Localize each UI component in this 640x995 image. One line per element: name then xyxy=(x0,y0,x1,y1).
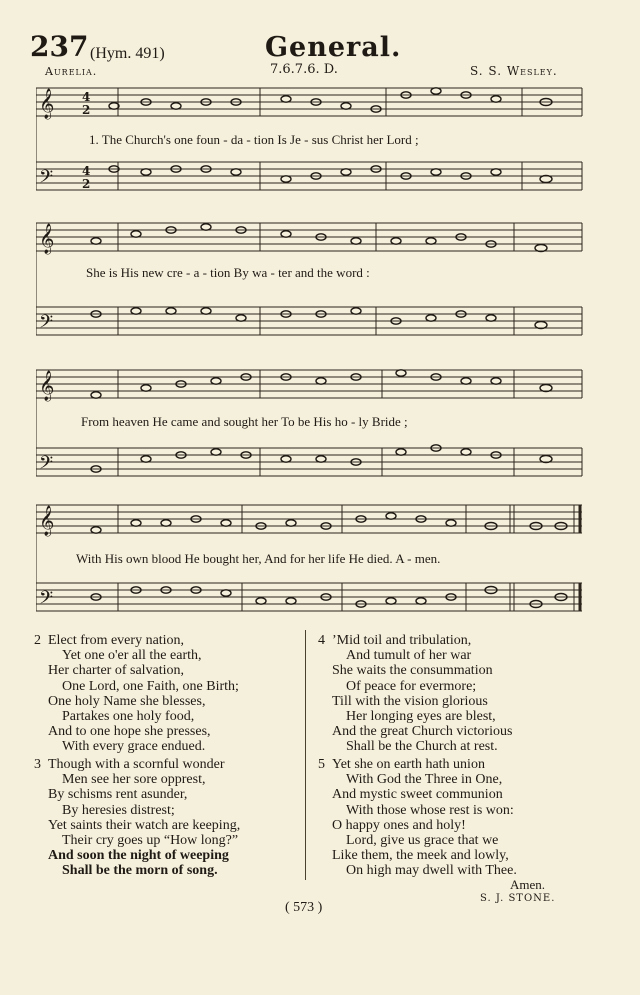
verse-line: Of peace for evermore; xyxy=(346,678,477,694)
svg-text:𝄢: 𝄢 xyxy=(39,167,54,192)
verse-line: One holy Name she blesses, xyxy=(48,693,206,709)
verse-line: Yet saints their watch are keeping, xyxy=(48,817,241,833)
verse-line: And to one hope she presses, xyxy=(48,724,211,740)
verse-line: Shall be the morn of song. xyxy=(62,863,218,879)
verse-4 xyxy=(318,633,513,755)
verse-line: Yet she on earth hath union xyxy=(332,757,485,772)
verse-line: And the great Church victorious xyxy=(332,724,513,740)
verse-line: With every grace endued. xyxy=(62,739,206,755)
verse-2 xyxy=(34,633,239,755)
verse-line: Lord, give us grace that we xyxy=(346,833,499,849)
verse-line: And mystic sweet communion xyxy=(332,787,503,803)
verse-line: She waits the consummation xyxy=(332,663,493,679)
page-number: ( 573 ) xyxy=(285,900,323,915)
verse-line: Shall be the Church at rest. xyxy=(346,739,498,755)
section-title: General. xyxy=(265,32,402,63)
svg-text:𝄞: 𝄞 xyxy=(39,224,55,254)
hymn-number: 237 xyxy=(30,30,89,63)
meter: 7.6.7.6. D. xyxy=(270,62,338,77)
verse-line: One Lord, one Faith, one Birth; xyxy=(62,678,239,694)
svg-text:𝄞: 𝄞 xyxy=(39,89,55,119)
verse-line: Their cry goes up “How long?” xyxy=(62,833,239,849)
verse-line: Her charter of salvation, xyxy=(48,663,185,679)
music-system-3 xyxy=(36,358,584,488)
svg-text:𝄞: 𝄞 xyxy=(39,371,55,401)
composer: S. S. Wesley. xyxy=(470,64,558,78)
verse-line: Partakes one holy food, xyxy=(62,709,195,725)
verse-line: And soon the night of weeping xyxy=(48,848,229,864)
verse-line: Till with the vision glorious xyxy=(332,693,488,709)
hymn-reference: (Hym. 491) xyxy=(90,45,165,62)
music-system-4 xyxy=(36,495,584,625)
svg-text:2: 2 xyxy=(82,103,91,117)
verse-line: Elect from every nation, xyxy=(48,633,185,648)
verse-line: With God the Three in One, xyxy=(346,772,503,788)
verse-line: By heresies distrest; xyxy=(62,802,175,818)
verse-line: Her longing eyes are blest, xyxy=(346,709,496,725)
amen-closing: Amen. xyxy=(510,877,546,892)
column-divider xyxy=(305,630,306,880)
svg-text:4: 4 xyxy=(82,164,91,178)
music-system-2 xyxy=(36,215,584,345)
verse-line: With those whose rest is won: xyxy=(346,802,514,818)
verse-number: 3 xyxy=(34,757,41,772)
author-credit: S. J. STONE. xyxy=(480,893,556,904)
verse-3 xyxy=(34,757,241,879)
svg-text:𝄢: 𝄢 xyxy=(39,453,54,478)
verse-line: Men see her sore opprest, xyxy=(62,772,206,788)
verse-line: ’Mid toil and tribulation, xyxy=(332,633,472,648)
verse-line: By schisms rent asunder, xyxy=(48,787,188,803)
svg-text:𝄞: 𝄞 xyxy=(39,506,55,536)
verse-line: Yet one o'er all the earth, xyxy=(62,648,202,664)
svg-text:2: 2 xyxy=(82,177,91,191)
verse-line: And tumult of her war xyxy=(346,648,472,664)
svg-text:4: 4 xyxy=(82,90,91,104)
svg-text:𝄢: 𝄢 xyxy=(39,312,54,337)
verse-line: O happy ones and holy! xyxy=(332,817,466,833)
tune-name: Aurelia. xyxy=(45,65,98,78)
verse-line: Like them, the meek and lowly, xyxy=(332,848,509,864)
lyric-line-1: 1. The Church's one foun - da - tion Is Je - sus Christ her Lord ; xyxy=(89,132,419,147)
verse-number: 4 xyxy=(318,633,325,648)
verse-number: 2 xyxy=(34,633,41,648)
verse-5 xyxy=(318,757,517,879)
verse-line: Though with a scornful wonder xyxy=(48,757,225,772)
music-system-1 xyxy=(36,82,584,197)
lyric-line-3: From heaven He came and sought her To be His ho - ly Bride ; xyxy=(81,414,408,429)
verse-line: On high may dwell with Thee. xyxy=(346,863,517,879)
lyric-line-2: She is His new cre - a - tion By wa - ter and the word : xyxy=(86,265,370,280)
lyric-line-4: With His own blood He bought her, And for her life He died. A - men. xyxy=(76,551,441,566)
verse-number: 5 xyxy=(318,757,325,772)
svg-text:𝄢: 𝄢 xyxy=(39,588,54,613)
